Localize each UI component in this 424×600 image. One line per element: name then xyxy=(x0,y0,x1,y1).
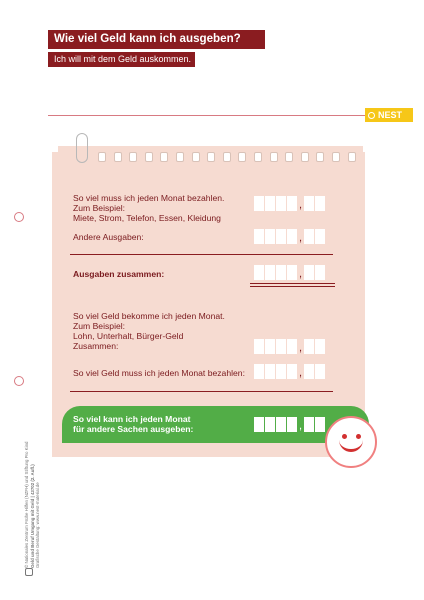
underline xyxy=(250,283,335,284)
punch-hole-icon xyxy=(14,212,24,222)
spiral-hole xyxy=(348,152,356,162)
spiral-hole xyxy=(160,152,168,162)
publisher-logo-icon xyxy=(25,568,33,576)
underline xyxy=(250,286,335,287)
spiral-hole xyxy=(285,152,293,162)
expenses-line-3: Miete, Strom, Telefon, Essen, Kleidung xyxy=(73,213,221,223)
spiral-hole xyxy=(114,152,122,162)
total-expenses-field[interactable]: , xyxy=(254,265,326,280)
spiral-hole xyxy=(254,152,262,162)
paper-clip-icon xyxy=(76,133,88,163)
spiral-hole xyxy=(98,152,106,162)
other-expenses-label: Andere Ausgaben: xyxy=(73,232,144,242)
total-expenses-label: Ausgaben zusammen: xyxy=(73,269,165,279)
spiral-hole xyxy=(316,152,324,162)
logo-mark-icon xyxy=(368,112,375,119)
smiley-icon xyxy=(325,416,377,468)
income-line-1: So viel Geld bekomme ich jeden Monat. xyxy=(73,311,225,321)
footer-credits xyxy=(24,368,41,568)
footer-line-3: Grafische Gestaltung: www.nest-material.de xyxy=(35,482,41,568)
income-amount-field[interactable]: , xyxy=(254,339,326,354)
spiral-hole xyxy=(223,152,231,162)
expenses-line-2: Zum Beispiel: xyxy=(73,203,126,213)
divider xyxy=(70,254,333,255)
income-line-2: Zum Beispiel: xyxy=(73,321,126,331)
monthly-pay-field[interactable]: , xyxy=(254,364,326,379)
spiral-hole xyxy=(332,152,340,162)
spiral-hole xyxy=(238,152,246,162)
nest-logo xyxy=(365,108,413,122)
spiral-hole xyxy=(207,152,215,162)
logo-text: NEST xyxy=(378,110,403,120)
expenses-line-1: So viel muss ich jeden Monat bezahlen. xyxy=(73,193,225,203)
income-line-3: Lohn, Unterhalt, Bürger-Geld xyxy=(73,331,184,341)
smiley-mouth xyxy=(339,438,363,452)
page-subtitle: Ich will mit dem Geld auskommen. xyxy=(48,52,195,67)
result-banner xyxy=(62,406,369,443)
footer-line-1: © Nationales Zentrum Frühe Hilfen (NZFH) und Stiftung Pro Kind xyxy=(24,441,29,568)
divider xyxy=(70,391,333,392)
monthly-pay-label: So viel Geld muss ich jeden Monat bezahlen: xyxy=(73,368,245,378)
spiral-hole xyxy=(129,152,137,162)
result-line-1: So viel kann ich jeden Monat xyxy=(73,414,191,424)
spiral-hole xyxy=(192,152,200,162)
income-total-label: Zusammen: xyxy=(73,341,119,351)
result-amount-field[interactable]: , xyxy=(254,417,326,432)
spiral-hole xyxy=(301,152,309,162)
footer-line-2: Geld und Beruf Umgang mit Geld | 43702 (2. Aufl.) xyxy=(29,464,35,568)
spiral-hole xyxy=(270,152,278,162)
other-expenses-field[interactable]: , xyxy=(254,229,326,244)
spiral-hole xyxy=(176,152,184,162)
header-divider xyxy=(48,115,368,116)
punch-hole-icon xyxy=(14,376,24,386)
result-line-2: für andere Sachen ausgeben: xyxy=(73,424,194,434)
page-title: Wie viel Geld kann ich ausgeben? xyxy=(48,30,265,49)
spiral-hole xyxy=(145,152,153,162)
expenses-amount-field[interactable]: , xyxy=(254,196,326,211)
